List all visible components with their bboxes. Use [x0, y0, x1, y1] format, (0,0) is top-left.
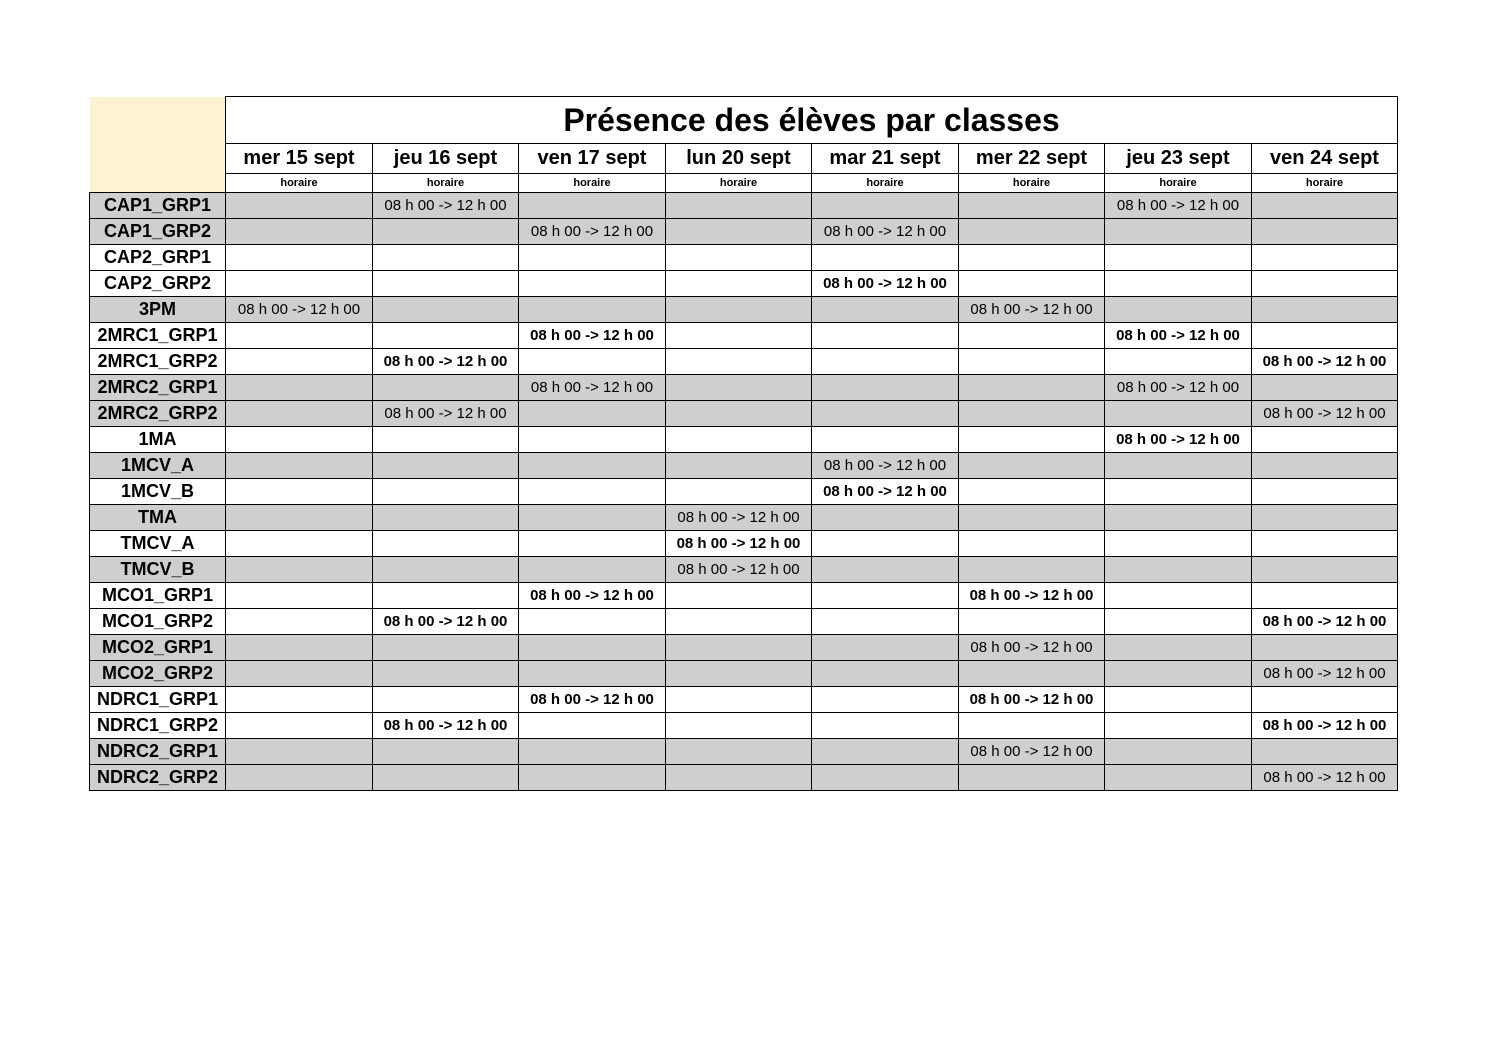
- schedule-cell: [959, 505, 1105, 531]
- schedule-cell: [1105, 219, 1252, 245]
- schedule-cell: [959, 349, 1105, 375]
- class-label: CAP1_GRP1: [90, 193, 226, 219]
- schedule-cell: [959, 479, 1105, 505]
- table-row: [90, 297, 1398, 323]
- schedule-cell: 08 h 00 -> 12 h 00: [959, 739, 1105, 765]
- schedule-cell: [812, 505, 959, 531]
- schedule-cell: [959, 453, 1105, 479]
- schedule-cell: [373, 323, 519, 349]
- schedule-cell: [666, 739, 812, 765]
- schedule-cell: [519, 401, 666, 427]
- schedule-cell: 08 h 00 -> 12 h 00: [373, 193, 519, 219]
- table-row: [90, 557, 1398, 583]
- schedule-cell: [959, 427, 1105, 453]
- table-row: [90, 245, 1398, 271]
- schedule-cell: [1252, 557, 1398, 583]
- class-label: MCO2_GRP1: [90, 635, 226, 661]
- schedule-cell: [812, 531, 959, 557]
- schedule-cell: [1105, 635, 1252, 661]
- schedule-cell: [373, 661, 519, 687]
- schedule-cell: [1252, 453, 1398, 479]
- schedule-cell: [519, 739, 666, 765]
- schedule-cell: [1252, 531, 1398, 557]
- attendance-table: [89, 96, 1398, 791]
- corner-cell: [90, 97, 226, 193]
- table-row: [90, 219, 1398, 245]
- schedule-cell: [666, 687, 812, 713]
- schedule-cell: [666, 245, 812, 271]
- schedule-cell: [1105, 271, 1252, 297]
- schedule-cell: 08 h 00 -> 12 h 00: [1105, 193, 1252, 219]
- class-label: MCO2_GRP2: [90, 661, 226, 687]
- schedule-cell: [373, 375, 519, 401]
- schedule-cell: [1105, 531, 1252, 557]
- schedule-cell: [666, 427, 812, 453]
- schedule-cell: [812, 687, 959, 713]
- schedule-cell: [519, 531, 666, 557]
- schedule-cell: 08 h 00 -> 12 h 00: [812, 453, 959, 479]
- schedule-cell: [1252, 687, 1398, 713]
- schedule-cell: 08 h 00 -> 12 h 00: [519, 375, 666, 401]
- table-row: [90, 609, 1398, 635]
- schedule-cell: [666, 583, 812, 609]
- schedule-cell: [1105, 479, 1252, 505]
- schedule-cell: [519, 427, 666, 453]
- class-label: TMCV_B: [90, 557, 226, 583]
- schedule-cell: [519, 635, 666, 661]
- horaire-label: horaire: [959, 174, 1105, 193]
- schedule-cell: 08 h 00 -> 12 h 00: [1105, 323, 1252, 349]
- schedule-cell: [373, 479, 519, 505]
- schedule-cell: [812, 427, 959, 453]
- schedule-cell: [959, 557, 1105, 583]
- schedule-cell: [1252, 323, 1398, 349]
- schedule-cell: [1252, 427, 1398, 453]
- schedule-cell: [666, 453, 812, 479]
- schedule-cell: [226, 531, 373, 557]
- schedule-cell: [226, 193, 373, 219]
- schedule-cell: 08 h 00 -> 12 h 00: [812, 271, 959, 297]
- schedule-cell: 08 h 00 -> 12 h 00: [226, 297, 373, 323]
- schedule-cell: [373, 427, 519, 453]
- schedule-cell: [812, 609, 959, 635]
- table-row: [90, 661, 1398, 687]
- schedule-cell: [519, 297, 666, 323]
- schedule-cell: [519, 479, 666, 505]
- schedule-cell: [226, 349, 373, 375]
- horaire-label: horaire: [812, 174, 959, 193]
- day-header: mar 21 sept: [812, 144, 959, 174]
- horaire-label: horaire: [519, 174, 666, 193]
- schedule-cell: [812, 557, 959, 583]
- schedule-cell: 08 h 00 -> 12 h 00: [666, 557, 812, 583]
- schedule-cell: 08 h 00 -> 12 h 00: [1105, 375, 1252, 401]
- schedule-cell: [373, 739, 519, 765]
- schedule-cell: [959, 609, 1105, 635]
- table-row: [90, 193, 1398, 219]
- schedule-cell: [373, 297, 519, 323]
- schedule-cell: [226, 713, 373, 739]
- table-row: [90, 713, 1398, 739]
- day-header: ven 24 sept: [1252, 144, 1398, 174]
- schedule-cell: [1252, 193, 1398, 219]
- class-label: TMA: [90, 505, 226, 531]
- schedule-cell: [519, 349, 666, 375]
- table-row: [90, 479, 1398, 505]
- day-header: mer 15 sept: [226, 144, 373, 174]
- schedule-cell: [373, 687, 519, 713]
- class-label: MCO1_GRP1: [90, 583, 226, 609]
- schedule-cell: [519, 661, 666, 687]
- day-header: jeu 23 sept: [1105, 144, 1252, 174]
- horaire-label: horaire: [373, 174, 519, 193]
- schedule-cell: [519, 557, 666, 583]
- subheader-row: [90, 174, 1398, 193]
- schedule-cell: [812, 739, 959, 765]
- table-row: [90, 583, 1398, 609]
- schedule-cell: [812, 713, 959, 739]
- schedule-cell: [1252, 271, 1398, 297]
- schedule-cell: [373, 271, 519, 297]
- schedule-cell: [519, 245, 666, 271]
- schedule-cell: [959, 401, 1105, 427]
- schedule-cell: 08 h 00 -> 12 h 00: [666, 531, 812, 557]
- schedule-cell: [1252, 219, 1398, 245]
- class-label: NDRC1_GRP2: [90, 713, 226, 739]
- horaire-label: horaire: [666, 174, 812, 193]
- schedule-cell: [1252, 297, 1398, 323]
- schedule-cell: [519, 609, 666, 635]
- schedule-cell: [373, 765, 519, 791]
- schedule-cell: [666, 219, 812, 245]
- schedule-cell: [226, 505, 373, 531]
- schedule-cell: [812, 765, 959, 791]
- class-label: NDRC2_GRP2: [90, 765, 226, 791]
- schedule-cell: [1252, 635, 1398, 661]
- schedule-cell: [226, 661, 373, 687]
- schedule-cell: [226, 557, 373, 583]
- schedule-cell: 08 h 00 -> 12 h 00: [373, 349, 519, 375]
- class-label: CAP2_GRP2: [90, 271, 226, 297]
- day-header: mer 22 sept: [959, 144, 1105, 174]
- schedule-cell: [812, 245, 959, 271]
- table-row: [90, 505, 1398, 531]
- horaire-label: horaire: [226, 174, 373, 193]
- table-row: [90, 687, 1398, 713]
- table-row: [90, 635, 1398, 661]
- schedule-cell: [666, 297, 812, 323]
- class-label: 2MRC2_GRP1: [90, 375, 226, 401]
- schedule-cell: [812, 661, 959, 687]
- horaire-label: horaire: [1105, 174, 1252, 193]
- schedule-cell: [226, 219, 373, 245]
- schedule-cell: 08 h 00 -> 12 h 00: [1252, 401, 1398, 427]
- schedule-cell: [959, 661, 1105, 687]
- schedule-cell: [1252, 739, 1398, 765]
- schedule-cell: [519, 271, 666, 297]
- schedule-cell: [1105, 245, 1252, 271]
- schedule-cell: [1105, 453, 1252, 479]
- schedule-cell: 08 h 00 -> 12 h 00: [1252, 349, 1398, 375]
- table-row: [90, 531, 1398, 557]
- schedule-cell: [373, 219, 519, 245]
- schedule-cell: [812, 323, 959, 349]
- schedule-cell: [666, 193, 812, 219]
- schedule-cell: [812, 349, 959, 375]
- schedule-cell: [959, 375, 1105, 401]
- day-header: lun 20 sept: [666, 144, 812, 174]
- table-row: [90, 349, 1398, 375]
- schedule-cell: [226, 635, 373, 661]
- schedule-cell: 08 h 00 -> 12 h 00: [1105, 427, 1252, 453]
- schedule-cell: [519, 765, 666, 791]
- schedule-cell: [226, 401, 373, 427]
- class-label: CAP2_GRP1: [90, 245, 226, 271]
- schedule-cell: [373, 505, 519, 531]
- schedule-cell: [373, 531, 519, 557]
- date-header-row: [90, 144, 1398, 174]
- schedule-cell: 08 h 00 -> 12 h 00: [812, 479, 959, 505]
- schedule-cell: [226, 583, 373, 609]
- class-label: NDRC2_GRP1: [90, 739, 226, 765]
- schedule-cell: [959, 531, 1105, 557]
- table-row: [90, 765, 1398, 791]
- schedule-cell: [666, 271, 812, 297]
- schedule-cell: [1105, 583, 1252, 609]
- schedule-cell: [1252, 479, 1398, 505]
- schedule-cell: [666, 661, 812, 687]
- schedule-cell: [226, 453, 373, 479]
- schedule-cell: [812, 193, 959, 219]
- schedule-cell: 08 h 00 -> 12 h 00: [373, 609, 519, 635]
- class-label: NDRC1_GRP1: [90, 687, 226, 713]
- schedule-cell: [1105, 765, 1252, 791]
- day-header: ven 17 sept: [519, 144, 666, 174]
- schedule-cell: 08 h 00 -> 12 h 00: [1252, 713, 1398, 739]
- schedule-cell: [959, 713, 1105, 739]
- schedule-cell: [226, 427, 373, 453]
- schedule-cell: [226, 271, 373, 297]
- schedule-cell: [226, 375, 373, 401]
- class-label: 1MCV_B: [90, 479, 226, 505]
- schedule-cell: [666, 375, 812, 401]
- schedule-cell: 08 h 00 -> 12 h 00: [373, 713, 519, 739]
- table-row: [90, 427, 1398, 453]
- schedule-cell: [373, 635, 519, 661]
- class-label: 1MA: [90, 427, 226, 453]
- schedule-cell: [226, 687, 373, 713]
- schedule-cell: [1105, 739, 1252, 765]
- schedule-cell: 08 h 00 -> 12 h 00: [519, 219, 666, 245]
- schedule-cell: [666, 401, 812, 427]
- horaire-label: horaire: [1252, 174, 1398, 193]
- class-label: 2MRC2_GRP2: [90, 401, 226, 427]
- schedule-cell: [1252, 245, 1398, 271]
- table-row: [90, 739, 1398, 765]
- schedule-cell: 08 h 00 -> 12 h 00: [959, 583, 1105, 609]
- schedule-cell: [373, 557, 519, 583]
- schedule-cell: [373, 245, 519, 271]
- class-label: 2MRC1_GRP2: [90, 349, 226, 375]
- schedule-cell: [373, 583, 519, 609]
- schedule-cell: 08 h 00 -> 12 h 00: [959, 687, 1105, 713]
- schedule-cell: [1252, 375, 1398, 401]
- schedule-cell: [959, 271, 1105, 297]
- schedule-cell: [373, 453, 519, 479]
- table-row: [90, 271, 1398, 297]
- class-label: 1MCV_A: [90, 453, 226, 479]
- schedule-cell: [666, 479, 812, 505]
- table-row: [90, 375, 1398, 401]
- schedule-cell: [226, 245, 373, 271]
- schedule-cell: [519, 713, 666, 739]
- schedule-cell: [1252, 583, 1398, 609]
- schedule-cell: [812, 297, 959, 323]
- schedule-cell: 08 h 00 -> 12 h 00: [373, 401, 519, 427]
- schedule-cell: [959, 323, 1105, 349]
- table-row: [90, 401, 1398, 427]
- schedule-cell: 08 h 00 -> 12 h 00: [959, 297, 1105, 323]
- day-header: jeu 16 sept: [373, 144, 519, 174]
- schedule-cell: [1252, 505, 1398, 531]
- schedule-cell: 08 h 00 -> 12 h 00: [519, 687, 666, 713]
- schedule-cell: [1105, 687, 1252, 713]
- schedule-cell: [959, 245, 1105, 271]
- schedule-cell: [519, 193, 666, 219]
- schedule-cell: 08 h 00 -> 12 h 00: [959, 635, 1105, 661]
- schedule-cell: [666, 349, 812, 375]
- schedule-cell: [519, 505, 666, 531]
- schedule-cell: 08 h 00 -> 12 h 00: [1252, 765, 1398, 791]
- schedule-cell: [1105, 713, 1252, 739]
- schedule-cell: [812, 583, 959, 609]
- schedule-cell: [1105, 661, 1252, 687]
- schedule-cell: [1105, 505, 1252, 531]
- schedule-cell: [1105, 349, 1252, 375]
- schedule-cell: [959, 765, 1105, 791]
- schedule-cell: 08 h 00 -> 12 h 00: [812, 219, 959, 245]
- schedule-cell: [959, 193, 1105, 219]
- class-label: 3PM: [90, 297, 226, 323]
- schedule-cell: [1105, 609, 1252, 635]
- schedule-cell: [1105, 297, 1252, 323]
- schedule-cell: [226, 739, 373, 765]
- schedule-cell: [519, 453, 666, 479]
- schedule-cell: [666, 765, 812, 791]
- schedule-cell: 08 h 00 -> 12 h 00: [519, 583, 666, 609]
- schedule-cell: [226, 479, 373, 505]
- schedule-cell: [666, 609, 812, 635]
- table-title: Présence des élèves par classes: [226, 97, 1398, 144]
- table-row: [90, 453, 1398, 479]
- schedule-cell: [666, 713, 812, 739]
- schedule-cell: 08 h 00 -> 12 h 00: [1252, 661, 1398, 687]
- schedule-cell: [959, 219, 1105, 245]
- class-label: CAP1_GRP2: [90, 219, 226, 245]
- schedule-cell: [812, 375, 959, 401]
- schedule-cell: [226, 609, 373, 635]
- schedule-cell: 08 h 00 -> 12 h 00: [519, 323, 666, 349]
- class-label: 2MRC1_GRP1: [90, 323, 226, 349]
- table-row: [90, 323, 1398, 349]
- schedule-cell: [226, 323, 373, 349]
- schedule-cell: [1105, 401, 1252, 427]
- schedule-cell: [812, 635, 959, 661]
- schedule-cell: 08 h 00 -> 12 h 00: [1252, 609, 1398, 635]
- class-label: TMCV_A: [90, 531, 226, 557]
- schedule-cell: [1105, 557, 1252, 583]
- schedule-cell: 08 h 00 -> 12 h 00: [666, 505, 812, 531]
- schedule-cell: [812, 401, 959, 427]
- schedule-cell: [226, 765, 373, 791]
- class-label: MCO1_GRP2: [90, 609, 226, 635]
- schedule-cell: [666, 323, 812, 349]
- schedule-cell: [666, 635, 812, 661]
